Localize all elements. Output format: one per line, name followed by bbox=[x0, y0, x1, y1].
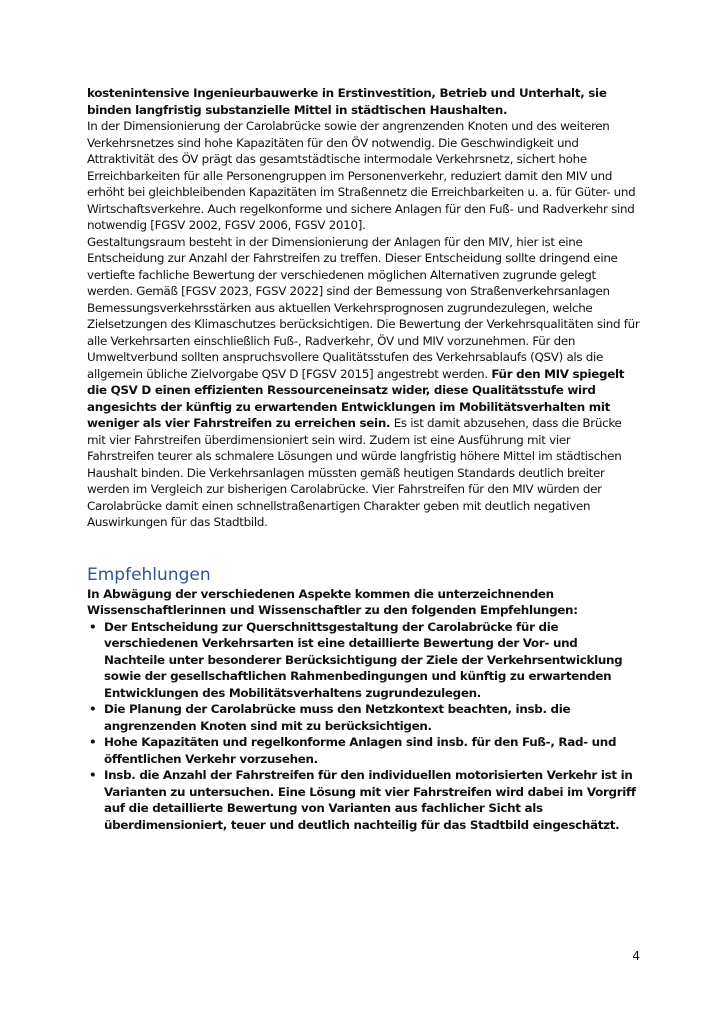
page-content bbox=[87, 85, 640, 833]
paragraph-design-space-start: Gestaltungsraum besteht in der Dimensionierung der Anlagen für den MIV, hier ist eine Entscheidung zur Anzahl der Fahrstreifen zu treffen. Dieser Entscheidung sollte dringend eine vertiefte fachliche Bewertung der verschiedenen möglichen Alternativen zugrunde gelegt werden. Gemäß [FGSV 2023, FGSV 2022] sind der Bemessung von Straßenverkehrsanlagen Bemessungsverkehrsstärken aus aktuellen Verkehrsprognosen zugrundezulegen, welche Zielsetzungen des Klimaschutzes berücksichtigen. Die Bewertung der Verkehrsqualitäten sind für alle Verkehrsarten einschließlich Fuß-, Radverkehr, ÖV und MIV vorzunehmen. Für den Umweltverbund sollten anspruchsvollere Qualitätsstufen des Verkehrsablaufs (QSV) als die allgemein übliche Zielvorgabe QSV D [FGSV 2015] angestrebt werden. bbox=[87, 234, 640, 381]
paragraph-costs-bold: kostenintensive Ingenieurbauwerke in Erstinvestition, Betrieb und Unterhalt, sie binden langfristig substanzielle Mittel in städtischen Haushalten. bbox=[87, 86, 607, 117]
list-item-text: Insb. die Anzahl der Fahrstreifen für den individuellen motorisierten Verkehr ist in Varianten zu untersuchen. Eine Lösung mit vier Fahrstreifen wird dabei im Vorgriff auf die detaillierte Bewertung von Varianten aus fachlicher Sicht als überdimensioniert, teuer und deutlich nachteilig für das Stadtbild eingeschätzt. bbox=[104, 768, 636, 832]
paragraph-design-space bbox=[87, 234, 640, 531]
list-item bbox=[89, 767, 640, 833]
list-item bbox=[89, 619, 640, 702]
bullet-icon: • bbox=[89, 702, 97, 716]
recommendations-lead: In Abwägung der verschiedenen Aspekte kommen die unterzeichnenden Wissenschaftlerinnen und Wissenschaftler zu den folgenden Empfehlungen: bbox=[87, 586, 578, 617]
list-item-text: Der Entscheidung zur Querschnittsgestaltung der Carolabrücke für die verschiedenen Verkehrsarten ist eine detaillierte Bewertung der Vor- und Nachteile unter besonderer Berücksichtigung der Ziele der Verkehrsentwicklung sowie der gesellschaftlichen Rahmenbedingungen und künftig zu erwartenden Entwicklungen des Mobilitätsverhaltens zugrundezulegen. bbox=[104, 619, 623, 700]
section-heading-recommendations: Empfehlungen bbox=[87, 564, 211, 585]
page-number: 4 bbox=[632, 949, 640, 963]
paragraph-design-space-bold: Für den MIV spiegelt die QSV D einen effizienten Ressourceneinsatz wider, diese Qualitätsstufe wird angesichts der künftig zu erwartenden Entwicklungen im Mobilitätsverhalten mit weniger als vier Fahrstreifen zu erreichen sein. bbox=[87, 366, 625, 430]
paragraph-costs bbox=[87, 85, 640, 118]
bullet-icon: • bbox=[89, 619, 97, 634]
list-item bbox=[89, 734, 640, 767]
list-item-text: Hohe Kapazitäten und regelkonforme Anlagen sind insb. für den Fuß-, Rad- und öffentlichen Verkehr vorzusehen. bbox=[104, 735, 617, 766]
paragraph-design-space-end: Es ist damit abzusehen, dass die Brücke mit vier Fahrstreifen überdimensioniert sein wird. Zudem ist eine Ausführung mit vier Fahrstreifen teurer als schmalere Lösungen und würde langfristig höhere Mittel im städtischen Haushalt binden. Die Verkehrsanlagen müssten gemäß heutigen Standards deutlich breiter werden im Vergleich zur bisherigen Carolabrücke. Vier Fahrstreifen für den MIV würden der Carolabrücke damit einen schnellstraßenartigen Charakter geben mit deutlich negativen Auswirkungen für das Stadtbild. bbox=[87, 416, 622, 529]
paragraph-dimensioning: In der Dimensionierung der Carolabrücke sowie der angrenzenden Knoten und des weiteren Verkehrsnetzes sind hohe Kapazitäten für den ÖV notwendig. Die Geschwindigkeit und Attraktivität des ÖV prägt das gesamtstädtische intermodale Verkehrsnetz, sichert hohe Erreichbarkeiten für alle Personengruppen im Personenverkehr, reduziert damit den MIV und erhöht bei gleichbleibenden Kapazitäten im Straßennetz die Erreichbarkeiten u. a. für Güter- und Wirtschaftsverkehre. Auch regelkonforme und sichere Anlagen für den Fuß- und Radverkehr sind notwendig [FGSV 2002, FGSV 2006, FGSV 2010]. bbox=[87, 119, 636, 232]
list-item-text: Die Planung der Carolabrücke muss den Netzkontext beachten, insb. die angrenzenden Knoten sind mit zu berücksichtigen. bbox=[104, 702, 571, 733]
recommendations-list bbox=[87, 619, 640, 834]
bullet-icon: • bbox=[89, 768, 97, 782]
bullet-icon: • bbox=[89, 735, 97, 749]
list-item bbox=[89, 701, 640, 734]
